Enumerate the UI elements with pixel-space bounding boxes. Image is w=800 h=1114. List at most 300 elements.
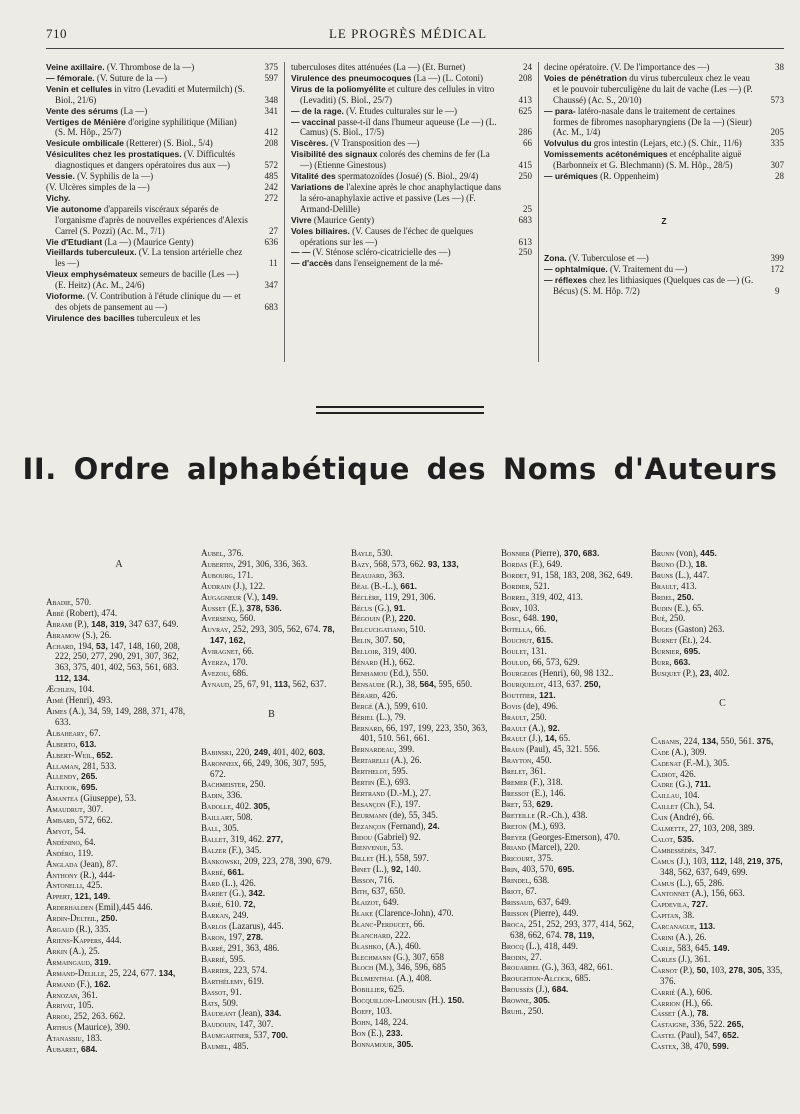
author-name: Bonnamour, <box>351 1038 395 1049</box>
author-entry <box>351 941 492 952</box>
author-pages-bold: 370, 683. <box>563 548 600 558</box>
author-name: Briot, <box>501 886 524 897</box>
author-name: Bernard, <box>351 722 384 733</box>
author-name: Capitan, <box>651 910 681 921</box>
author-entry <box>651 624 794 635</box>
entry-heading: Variations de <box>291 181 344 192</box>
entry-text: (V. Sténose scléro-cicatricielle des —) <box>312 247 451 258</box>
entry-heading: — — <box>291 247 311 258</box>
author-pages: (R.), 444- <box>80 869 116 880</box>
author-pages: (L.), 418, 449. <box>525 940 578 951</box>
author-entry <box>201 867 342 878</box>
author-entry <box>201 603 342 614</box>
author-entry <box>501 842 642 853</box>
index-entry <box>46 84 278 106</box>
section-rule <box>316 406 484 408</box>
index-entry <box>46 237 278 248</box>
author-entry <box>201 899 342 910</box>
entry-page: 208 <box>518 72 532 83</box>
author-pages: 91, 158, 183, 208, 362, 649. <box>531 569 633 580</box>
author-entry <box>201 921 342 932</box>
author-name: Altkook, <box>46 782 79 793</box>
author-name: Armand <box>46 978 75 989</box>
author-pages: (Pierre), <box>531 548 562 558</box>
entry-text: du virus tuberculeux chez le veau et le pouvoir tuberculigène du lait de vache (Les —) (P. Chaussé) (Ac. S., 20/10) <box>553 72 753 105</box>
author-entry <box>46 793 192 804</box>
author-entry <box>651 758 794 769</box>
author-entry <box>201 943 342 954</box>
entry-heading: — d'accès <box>291 258 333 269</box>
author-pages: 197, <box>228 932 245 943</box>
author-pages: 595. <box>229 953 246 964</box>
author-pages: 104. <box>683 790 700 801</box>
author-pages: (Jean), 87. <box>80 858 118 869</box>
author-name: Aubaret, <box>46 1044 79 1055</box>
index-entry <box>291 149 532 171</box>
index-entry <box>291 247 532 258</box>
author-entry <box>501 886 642 897</box>
author-entry <box>351 821 492 832</box>
entry-page: 250 <box>518 247 532 258</box>
author-pages: (Pierre), 449. <box>530 907 579 918</box>
author-name: Bohn, <box>351 1016 373 1027</box>
author-pages: (P.), <box>679 964 695 975</box>
author-pages: (B.-L.), <box>370 580 399 591</box>
author-pages: (A.), 606. <box>677 986 713 997</box>
author-pages-bold: 148, 319, <box>91 618 127 629</box>
author-pages: 53, <box>522 798 535 809</box>
author-name: Abrami <box>46 618 73 629</box>
author-pages-bold: 564, <box>419 678 437 689</box>
author-entry <box>351 668 492 679</box>
author-pages: (V.), <box>243 591 260 602</box>
author-name: Berthelot, <box>351 766 390 777</box>
author-pages: (A.), 34, 59, 149, 288, 371, 478, 633. <box>55 705 186 727</box>
author-entry <box>201 624 342 646</box>
author-name: Belloir, <box>351 646 381 657</box>
author-pages: 66, 573, 629. <box>532 657 580 668</box>
author-entry <box>201 570 342 581</box>
author-pages-bold: 250. <box>677 591 694 602</box>
author-pages: (Maurice), 390. <box>74 1022 131 1033</box>
author-pages: 361. <box>530 766 546 777</box>
author-name: Blumenthal <box>351 973 395 984</box>
page-number: 710 <box>46 26 67 41</box>
author-name: Barrier, <box>201 964 232 975</box>
author-name: Billet <box>351 853 374 864</box>
author-entry <box>201 679 342 690</box>
entry-heading: — de la rage. <box>291 105 344 116</box>
author-name: Castaigne, <box>651 1019 689 1030</box>
author-pages: (G.), <box>675 779 693 790</box>
author-entry <box>651 910 794 921</box>
author-pages: 67. <box>89 727 101 738</box>
author-pages: 402. <box>235 801 252 812</box>
author-pages: 426. <box>381 689 398 700</box>
entry-text: (V. Thrombose de la —) <box>106 62 195 72</box>
author-name: Bordas <box>501 558 528 569</box>
author-pages: 103. <box>376 1006 392 1017</box>
author-name: Breyer <box>501 831 527 842</box>
author-pages: 401, 402, <box>272 746 307 757</box>
author-entry <box>351 810 492 821</box>
author-pages-bold: 162. <box>94 978 111 989</box>
author-entry <box>651 657 794 668</box>
author-name: Bérard, <box>351 689 380 700</box>
author-pages-bold: 18. <box>695 558 708 569</box>
author-entry <box>351 1017 492 1028</box>
author-entry <box>501 668 642 679</box>
author-name: Arthus <box>46 1022 72 1033</box>
entry-heading: Vie d'Etudiant <box>46 236 103 247</box>
author-entry <box>651 769 794 780</box>
entry-text: (R. Oppenheim) <box>600 171 659 182</box>
author-name: Barkan, <box>201 910 231 921</box>
author-pages-bold: 220. <box>399 613 416 624</box>
author-name: Buges <box>651 624 673 635</box>
author-entry <box>46 902 192 913</box>
entry-heading: Voles biliaires. <box>291 225 350 236</box>
author-pages-bold: 78. <box>696 1008 709 1019</box>
author-name: Bard <box>201 877 220 888</box>
author-pages-bold: 72, <box>243 899 256 910</box>
author-pages: 510. <box>409 624 426 635</box>
entry-text: (V. Ulcères simples de la —) <box>46 181 150 192</box>
author-name: Armand-Delille, <box>46 967 107 978</box>
author-entry <box>501 962 642 973</box>
author-name: Bruns <box>651 569 674 580</box>
author-pages: 183. <box>86 1033 102 1044</box>
entry-heading: — fémorale. <box>46 72 95 83</box>
author-entry <box>651 548 794 559</box>
author-entry <box>46 804 192 815</box>
author-entry <box>501 603 642 614</box>
author-pages: 252, 263. 662. <box>73 1011 126 1022</box>
author-name: Boulet, <box>501 646 529 657</box>
author-pages-bold: 112, 134. <box>55 673 90 684</box>
author-name: Bertrand <box>351 787 385 798</box>
author-entry <box>46 706 192 728</box>
author-pages: 171. <box>237 569 254 580</box>
author-entry <box>651 1019 794 1030</box>
entry-heading: Vertiges de Ménière <box>46 116 126 127</box>
entry-page: 573 <box>770 94 784 105</box>
author-index-column-1 <box>46 548 192 1055</box>
entry-heading: Veine axillaire. <box>46 62 105 72</box>
author-pages: 250. <box>530 711 547 722</box>
author-name: Béclère, <box>351 591 382 602</box>
author-entry <box>651 888 794 899</box>
author-pages: 648. <box>523 613 539 624</box>
author-name: Amyot, <box>46 825 73 836</box>
author-pages-bold: 233. <box>386 1027 403 1038</box>
entry-page: 172 <box>770 263 784 274</box>
author-name: Bordet, <box>501 569 530 580</box>
author-name: Bertin <box>351 777 375 788</box>
author-pages: (F.-M.), 305. <box>683 757 730 768</box>
entry-text: (V. Etudes culturales sur le —) <box>346 105 457 116</box>
author-pages: (André), 66. <box>669 812 715 823</box>
author-name: Bourgeois <box>501 667 538 678</box>
author-pages: 583, 645. <box>677 943 711 953</box>
author-pages: 148, 224. <box>374 1016 409 1027</box>
author-entry <box>501 799 642 810</box>
index-entry <box>291 215 532 226</box>
author-pages-bold: 305. <box>533 995 551 1006</box>
author-pages: (E.), <box>367 1027 384 1038</box>
author-name: Camus <box>651 855 675 866</box>
author-pages-bold: 14, <box>544 733 557 744</box>
author-pages: 224, <box>683 735 700 746</box>
entry-heading: Vente des sérums <box>46 105 119 116</box>
author-name: Budin <box>651 602 672 613</box>
author-pages: 147, 307. <box>239 1019 274 1030</box>
author-entry <box>651 921 794 932</box>
author-entry <box>351 581 492 592</box>
author-name: Capdevila, <box>651 899 690 910</box>
author-entry <box>501 723 642 734</box>
index-entry <box>46 149 278 171</box>
author-entry <box>501 919 642 941</box>
author-name: Bruno <box>651 558 675 569</box>
author-entry <box>351 755 492 766</box>
author-pages: 250. <box>527 1006 544 1017</box>
author-pages-bold: 278, 305, <box>728 964 765 975</box>
author-pages-bold: 305. <box>396 1038 414 1049</box>
author-name: Aimes <box>46 705 67 716</box>
author-entry <box>201 668 342 679</box>
author-entry <box>501 952 642 963</box>
author-name: Bassot, <box>201 986 229 997</box>
author-name: Bergé <box>351 700 373 711</box>
author-name: Ardin-Delteil, <box>46 913 99 924</box>
author-pages: 649. <box>383 897 399 907</box>
author-name: Aubertin, <box>201 558 236 569</box>
author-pages: 485. <box>232 1041 249 1052</box>
author-pages: (R.-Ch.), 438. <box>537 809 588 820</box>
author-name: Cadenat <box>651 757 681 768</box>
author-pages-bold: 149. <box>713 943 730 953</box>
author-entry <box>46 728 192 739</box>
entry-page: 205 <box>770 127 784 138</box>
author-pages: 170. <box>232 657 248 668</box>
author-name: Bezançon <box>351 820 386 831</box>
entry-page: 597 <box>264 72 278 83</box>
entry-text: (V. Contribution à l'étude clinique du — et des objets de pansement au —) <box>55 291 241 312</box>
entry-heading: — vaccinal <box>291 116 336 127</box>
author-pages: 119. <box>77 847 94 858</box>
author-name: Barbé, <box>201 866 226 877</box>
author-name: Beaujard, <box>351 569 387 580</box>
author-pages: (Jean), <box>238 1008 263 1019</box>
author-entry <box>651 998 794 1009</box>
author-entry <box>351 897 492 908</box>
author-name: Badin, <box>201 790 225 801</box>
author-entry <box>201 790 342 801</box>
author-entry <box>651 932 794 943</box>
author-pages-bold: 219, 375, <box>747 855 783 866</box>
author-entry <box>46 913 192 924</box>
author-name: Bénard <box>351 657 378 668</box>
author-pages: 104. <box>78 684 95 695</box>
entry-text: in vitro (Levaditi et Mutermilch) (S. Biol., 21/6) <box>55 83 245 105</box>
author-pages-bold: 319. <box>94 956 111 967</box>
index-entry: Vie autonome d'appareils viscéraux séparés de l'organisme d'après de nouvelles expériences d'Alexis Carrel (S. Pozzi) (Ac. M., 7/1) 27 <box>46 203 278 236</box>
author-name: Cabanis, <box>651 735 682 746</box>
author-pages: 305. <box>223 823 239 834</box>
author-name: Bloch <box>351 962 374 973</box>
author-name: Abadie, <box>46 596 74 607</box>
entry-page: 348 <box>264 94 278 105</box>
author-pages: 572, 662. <box>79 815 113 826</box>
author-pages: 363. <box>388 569 405 580</box>
author-pages: 619. <box>248 975 264 986</box>
author-name: Baumel, <box>201 1041 231 1052</box>
author-entry <box>46 1044 192 1055</box>
author-entry <box>201 812 342 823</box>
index-entry <box>46 182 278 193</box>
author-name: Bobillier, <box>351 984 387 995</box>
author-pages: (Emil),445 446. <box>95 902 153 913</box>
author-pages-bold: 375, <box>756 735 774 746</box>
author-pages: (Et.), 24. <box>679 635 712 646</box>
author-index-column-5 <box>651 548 794 1052</box>
author-pages-bold: 23, <box>699 667 712 678</box>
author-entry <box>201 888 342 899</box>
index-entry: Variations de l'alexine après le choc anaphylactique dans la séro-anaphylaxie active et passive (Les —) (F. Armand-Delille) 25 <box>291 181 532 214</box>
author-pages: 25, <box>109 967 121 978</box>
index-entry <box>46 171 278 182</box>
author-pages: 685. <box>574 973 591 984</box>
author-pages: (Gabriel) 92. <box>374 831 421 842</box>
entry-text: (La —) (L. Cotoni) <box>413 72 484 83</box>
entry-heading: Vésiculites chez les prostatiques. <box>46 149 182 160</box>
author-pages: (A.), 26. <box>675 932 707 943</box>
author-entry <box>46 1022 192 1033</box>
author-name: Bremer <box>501 777 528 788</box>
author-entry <box>501 679 642 690</box>
author-pages-bold: 652. <box>96 749 114 760</box>
author-name: Brisson <box>501 907 529 918</box>
author-name: Burnier, <box>651 646 682 657</box>
author-pages: (F.), 318. <box>529 777 563 788</box>
author-pages-bold: 121, 149. <box>74 891 111 902</box>
author-pages: (A.), 309. <box>671 746 707 757</box>
author-pages: 444. <box>105 935 122 945</box>
author-pages: 38. <box>683 910 695 921</box>
author-name: Calot, <box>651 833 676 844</box>
author-pages: 336. <box>226 790 243 801</box>
author-pages: 402. <box>713 667 730 678</box>
entry-text: (V. Difficultés diagnostiques et dangers opératoires dus aux —) <box>55 149 236 171</box>
author-entry <box>201 758 342 780</box>
author-pages: (de), 496. <box>523 700 559 711</box>
author-pages-bold: 78, 147, 162, <box>210 624 335 646</box>
author-entry <box>651 747 794 758</box>
author-entry <box>46 608 192 619</box>
author-name: Carle, <box>651 943 675 953</box>
author-entry <box>351 603 492 614</box>
author-name: Camus <box>651 877 675 888</box>
author-entry <box>201 1008 342 1019</box>
author-pages: 570. <box>75 596 92 607</box>
author-name: Blashko, <box>351 940 384 951</box>
author-pages: (P.), <box>382 613 397 624</box>
section-rule <box>316 412 484 414</box>
author-entry <box>501 646 642 657</box>
author-name: Blaizot, <box>351 897 381 907</box>
column-rule <box>284 62 285 362</box>
author-pages-bold: 250. <box>100 913 118 924</box>
letter-heading: B <box>268 708 275 720</box>
author-entry <box>351 657 492 668</box>
author-name: Carrié <box>651 986 676 997</box>
author-entry <box>201 910 342 921</box>
index-entry <box>46 313 278 324</box>
author-pages: 413, 637. <box>548 678 582 689</box>
author-pages-bold: 445. <box>700 548 717 558</box>
author-pages: 25, 67, 91, <box>233 678 272 689</box>
author-entry <box>501 559 642 570</box>
author-name: Caillet <box>651 801 678 812</box>
author-entry <box>201 965 342 976</box>
author-pages-bold: 53, <box>96 640 108 651</box>
author-entry <box>651 779 794 790</box>
entry-page: 572 <box>264 160 278 171</box>
entry-text: et culture des cellules in vitro (Levaditi) (S. Biol., 25/7) <box>300 83 495 105</box>
author-pages: (Lazarus), 445. <box>228 921 284 932</box>
entry-heading: Vieux emphysémateux <box>46 269 138 280</box>
author-name: Ausset <box>201 602 226 613</box>
entry-text: d'appareils viscéraux séparés de l'organisme d'après de nouvelles expériences d'Alexis Carrel (S. Pozzi) (Ac. M., 7/1) <box>55 203 248 236</box>
entry-text: (V. Traitement du —) <box>610 263 688 274</box>
author-pages: 249. <box>232 910 249 921</box>
author-pages: 223, 574. <box>233 964 268 975</box>
author-name: Bory, <box>501 602 522 613</box>
entry-heading: Venin et cellules <box>46 83 113 94</box>
column-rule <box>538 62 539 362</box>
author-pages: 347. <box>700 844 717 855</box>
author-name: Audrain <box>201 580 231 591</box>
entry-heading: Voies de pénétration <box>544 72 627 83</box>
author-entry <box>201 998 342 1009</box>
author-entry <box>651 856 794 878</box>
author-pages: 66. <box>413 918 425 929</box>
entry-heading: — ophtalmique. <box>544 263 608 274</box>
author-entry <box>46 935 192 946</box>
author-pages: (Gaston) 263. <box>674 624 725 635</box>
author-pages-bold: 615. <box>536 635 554 646</box>
author-pages: (J.), <box>535 984 550 995</box>
author-entry <box>46 619 192 630</box>
author-entry <box>46 891 192 902</box>
author-entry <box>201 932 342 943</box>
author-name: Blanc-Perducet, <box>351 918 412 929</box>
entry-text: et encéphalite aiguë (Barbonneix et G. Blechmann) (S. M. Hôp., 28/5) <box>553 149 742 171</box>
index-entry <box>544 253 784 264</box>
author-entry <box>351 799 492 810</box>
author-name: Breton <box>501 820 527 831</box>
index-entry <box>291 171 532 182</box>
author-name: Barthélemy, <box>201 975 246 986</box>
author-pages-bold: 112, <box>710 855 727 866</box>
entry-heading: Vessie. <box>46 171 75 182</box>
author-name: Bégouin <box>351 613 380 624</box>
author-entry <box>46 1033 192 1044</box>
entry-heading: — para- <box>544 105 576 116</box>
author-entry <box>201 747 342 758</box>
author-pages: (A.), 26. <box>391 755 422 766</box>
